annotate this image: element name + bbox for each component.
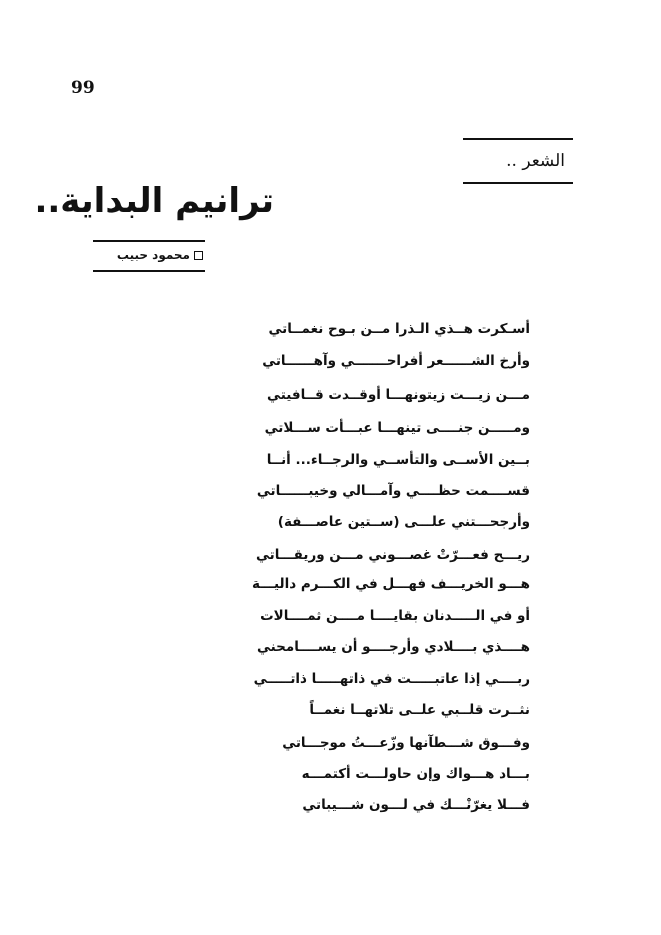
verse-line: بـــاد هـــواك وإن حاولـــت أكتمـــه [301,766,530,782]
verse-line: أسـكرت هــذي الـذرا مــن بـوح نغمــاتي [268,321,530,337]
verse-line: مـــن زيـــت زيتونهـــا أوقــدت قــافيتي [267,387,530,403]
verse-line: قســــمت حظــــي وآمـــالي وخيبــــــاتي [256,483,530,499]
verse-line: هــــذي بــــلادي وأرجــــو أن يســــامحني [256,639,530,655]
verse-line: وأرجحـــتني علـــى (ســتين عاصـــفة) [277,514,530,530]
verse-line: وفـــوق شـــطآنها وزّعـــتُ موجـــاتي [282,735,530,751]
verse-line: وأرخ الشــــــعر أفراحـــــــي وآهــــــاتي [262,353,530,369]
section-label: الشعر .. [506,151,565,171]
verse-line: فـــلا يغرّنْـــك في لـــون شـــيباتي [302,797,530,813]
verse-line: نثــرت قلــبي علــى تلاتهــا نغمــاً [309,702,530,718]
verse-line: ومـــــن جنــــى تينهـــا عبـــأت ســـلاتي [264,420,530,436]
verse-line: بــين الأســى والتأســي والرجــاء... أنــا [266,452,530,468]
verse-line: هـــو الخريـــف فهـــل في الكـــرم داليـــة [252,576,530,592]
verse-line: ريـــح فعـــرّتْ غصـــوني مـــن وريقـــاتي [256,547,530,563]
author-name: محمود حبيب [116,248,190,262]
verse-line: ربــــي إذا عاتبـــــت في ذاتهـــــا ذاتـــــي [253,671,530,687]
page-number: 99 [71,78,95,98]
poem-title: ترانيم البداية.. [34,181,274,221]
verse-line: أو في الـــــدنان بقايــــا مــــن ثمــــالات [260,608,530,624]
